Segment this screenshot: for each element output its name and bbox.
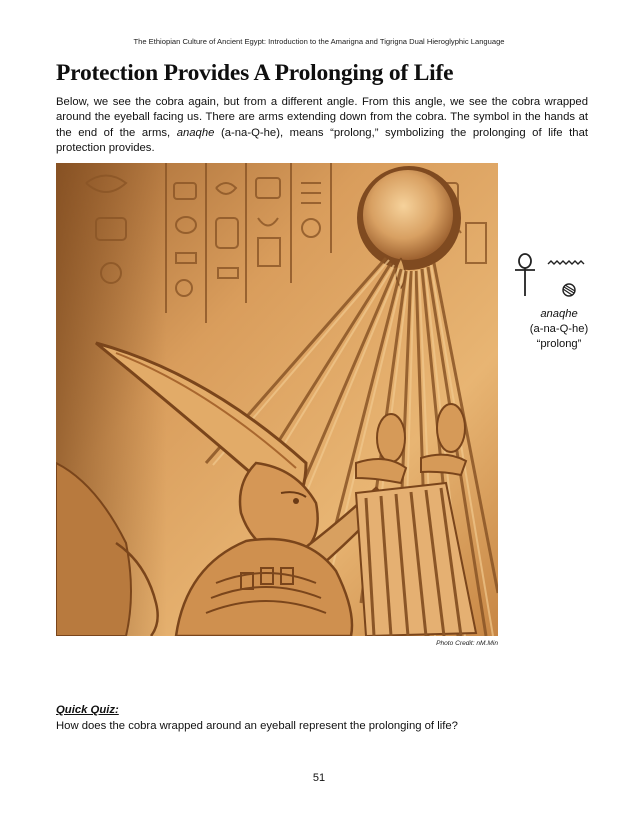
photo-credit: Photo Credit: nM.Min	[436, 640, 498, 647]
intro-text-start: Below, we see the cobra again, but from a different angle. From this angle, we see the cobra wrapped around the eyeball facing us. There are arms extending down from the cobra. The symbol in the hands at the end of the arms,	[56, 96, 588, 139]
quiz-heading: Quick Quiz:	[56, 704, 119, 716]
relief-photo	[56, 163, 498, 636]
glyph-meaning: “prolong”	[536, 338, 582, 350]
intro-paragraph	[56, 95, 588, 157]
quiz-question: How does the cobra wrapped around an eyeball represent the prolonging of life?	[56, 720, 458, 732]
glyph-caption	[504, 307, 614, 352]
water-ripple-icon	[548, 261, 584, 264]
page-number: 51	[312, 772, 326, 784]
ankh-icon	[515, 254, 535, 296]
running-header: The Ethiopian Culture of Ancient Egypt: Introduction to the Amarigna and Tigrigna Dual Hieroglyphic Language	[133, 37, 505, 46]
glyph-pronunciation: (a-na-Q-he)	[529, 323, 589, 335]
hieroglyph-group	[512, 252, 592, 300]
intro-term: anaqhe	[176, 126, 215, 139]
intro-text-end: (a-na-Q-he), means “prolong,” symbolizing the prolonging of life that protection provides.	[56, 126, 588, 155]
placenta-disk-icon	[563, 284, 575, 296]
glyph-word: anaqhe	[540, 308, 578, 320]
page-title: Protection Provides A Prolonging of Life	[56, 60, 454, 86]
